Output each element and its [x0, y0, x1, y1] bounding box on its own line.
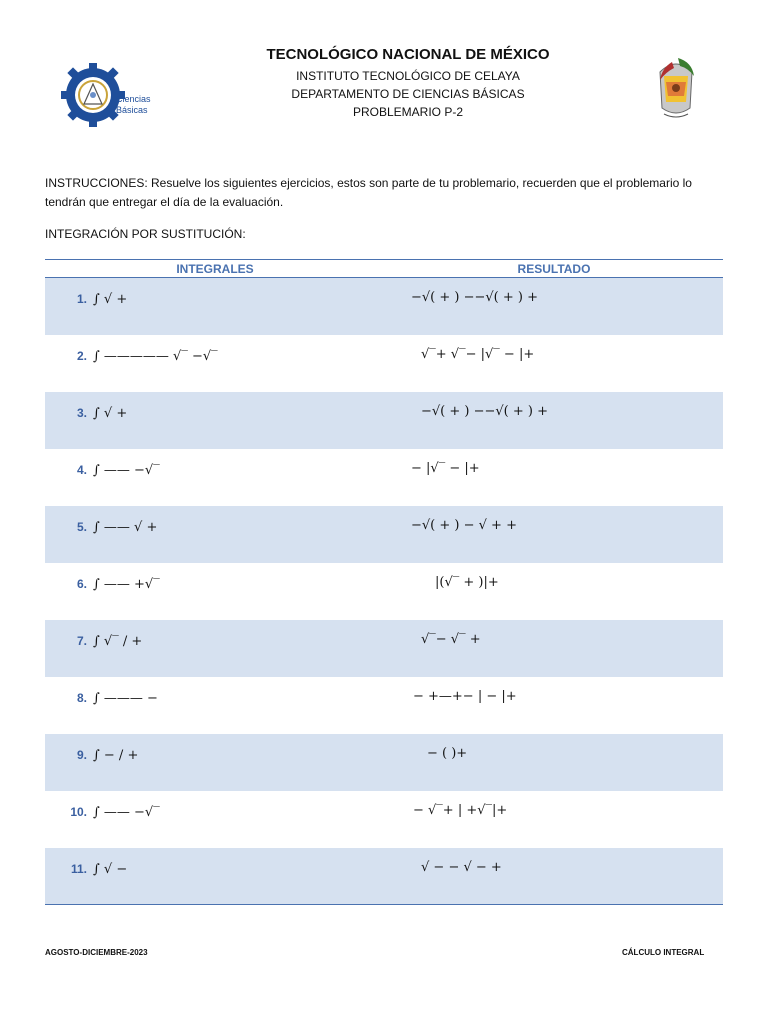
integral-expression: ∫ √ − [93, 861, 128, 877]
problem-number: 1. [76, 292, 87, 306]
instructions-text: INSTRUCCIONES: Resuelve los siguientes ejercicios, estos son parte de tu problemario, recuerden que el problemario lo tendrán que entregar el día de la evaluación. [45, 176, 692, 209]
column-header-integrales: INTEGRALES [45, 260, 385, 278]
table-row [45, 278, 723, 335]
result-expression: − √‾+ | +√‾|+ [413, 802, 508, 818]
problem-number: 11. [70, 861, 87, 876]
table-row [45, 734, 723, 791]
table-row [45, 335, 723, 392]
table-row [45, 620, 723, 677]
result-expression: −√( + ) − √ + + [411, 517, 517, 533]
problems-table [45, 259, 723, 905]
result-expression: √ − − √ − + [421, 859, 502, 875]
footer-period: AGOSTO-DICIEMBRE-2023 [45, 948, 148, 957]
problem-number: 2. [76, 348, 87, 363]
logo-text-basicas: Básicas [116, 105, 148, 115]
table-row [45, 449, 723, 506]
problem-number: 7. [76, 633, 87, 648]
institute-name: INSTITUTO TECNOLÓGICO DE CELAYA [296, 69, 520, 83]
table-row [45, 506, 723, 563]
page-title: TECNOLÓGICO NACIONAL DE MÉXICO [266, 46, 550, 63]
problem-number: 5. [76, 519, 87, 534]
problem-number: 9. [76, 747, 87, 762]
integral-expression: ∫ √‾ / + [93, 633, 143, 649]
footer-course: CÁLCULO INTEGRAL [622, 948, 705, 957]
result-expression: √‾− √‾ + [421, 631, 481, 647]
problem-number: 3. [76, 405, 87, 420]
problem-number: 6. [76, 576, 87, 591]
table-row [45, 677, 723, 734]
table-row [45, 848, 723, 905]
table-header-row [45, 260, 723, 278]
problem-number: 4. [76, 462, 87, 477]
integral-expression: ∫ —— −√‾ [93, 804, 160, 820]
logo-text-ciencias: Ciencias [116, 94, 151, 104]
department-name: DEPARTAMENTO DE CIENCIAS BÁSICAS [291, 87, 525, 101]
section-title: INTEGRACIÓN POR SUSTITUCIÓN: [45, 227, 246, 241]
integral-expression: ∫ ————— √‾ −√‾ [93, 348, 218, 364]
integral-expression: ∫ —— −√‾ [93, 462, 160, 478]
integral-expression: ∫ √ + [93, 292, 128, 307]
column-header-resultado: RESULTADO [385, 260, 723, 278]
integral-expression: ∫ —— √ + [93, 519, 158, 535]
result-expression: − |√‾ − |+ [411, 460, 480, 476]
result-expression: √‾+ √‾− |√‾ − |+ [421, 346, 535, 362]
integral-expression: ∫ ——— − [93, 690, 158, 706]
result-expression: −√( + ) −−√( + ) + [421, 403, 549, 419]
problem-number: 8. [76, 690, 87, 705]
table-row [45, 563, 723, 620]
result-expression: |(√‾ + )|+ [435, 574, 499, 590]
integral-expression: ∫ √ + [93, 405, 128, 421]
document-code: PROBLEMARIO P-2 [352, 105, 464, 119]
integral-expression: ∫ − / + [93, 747, 139, 763]
table-row [45, 791, 723, 848]
table-row [45, 392, 723, 449]
result-expression: −√( + ) −−√( + ) + [411, 290, 539, 305]
result-expression: − +—+− | − |+ [413, 688, 517, 704]
result-expression: − ( )+ [427, 745, 468, 761]
integral-expression: ∫ —— +√‾ [93, 576, 160, 592]
problem-number: 10. [70, 804, 87, 819]
